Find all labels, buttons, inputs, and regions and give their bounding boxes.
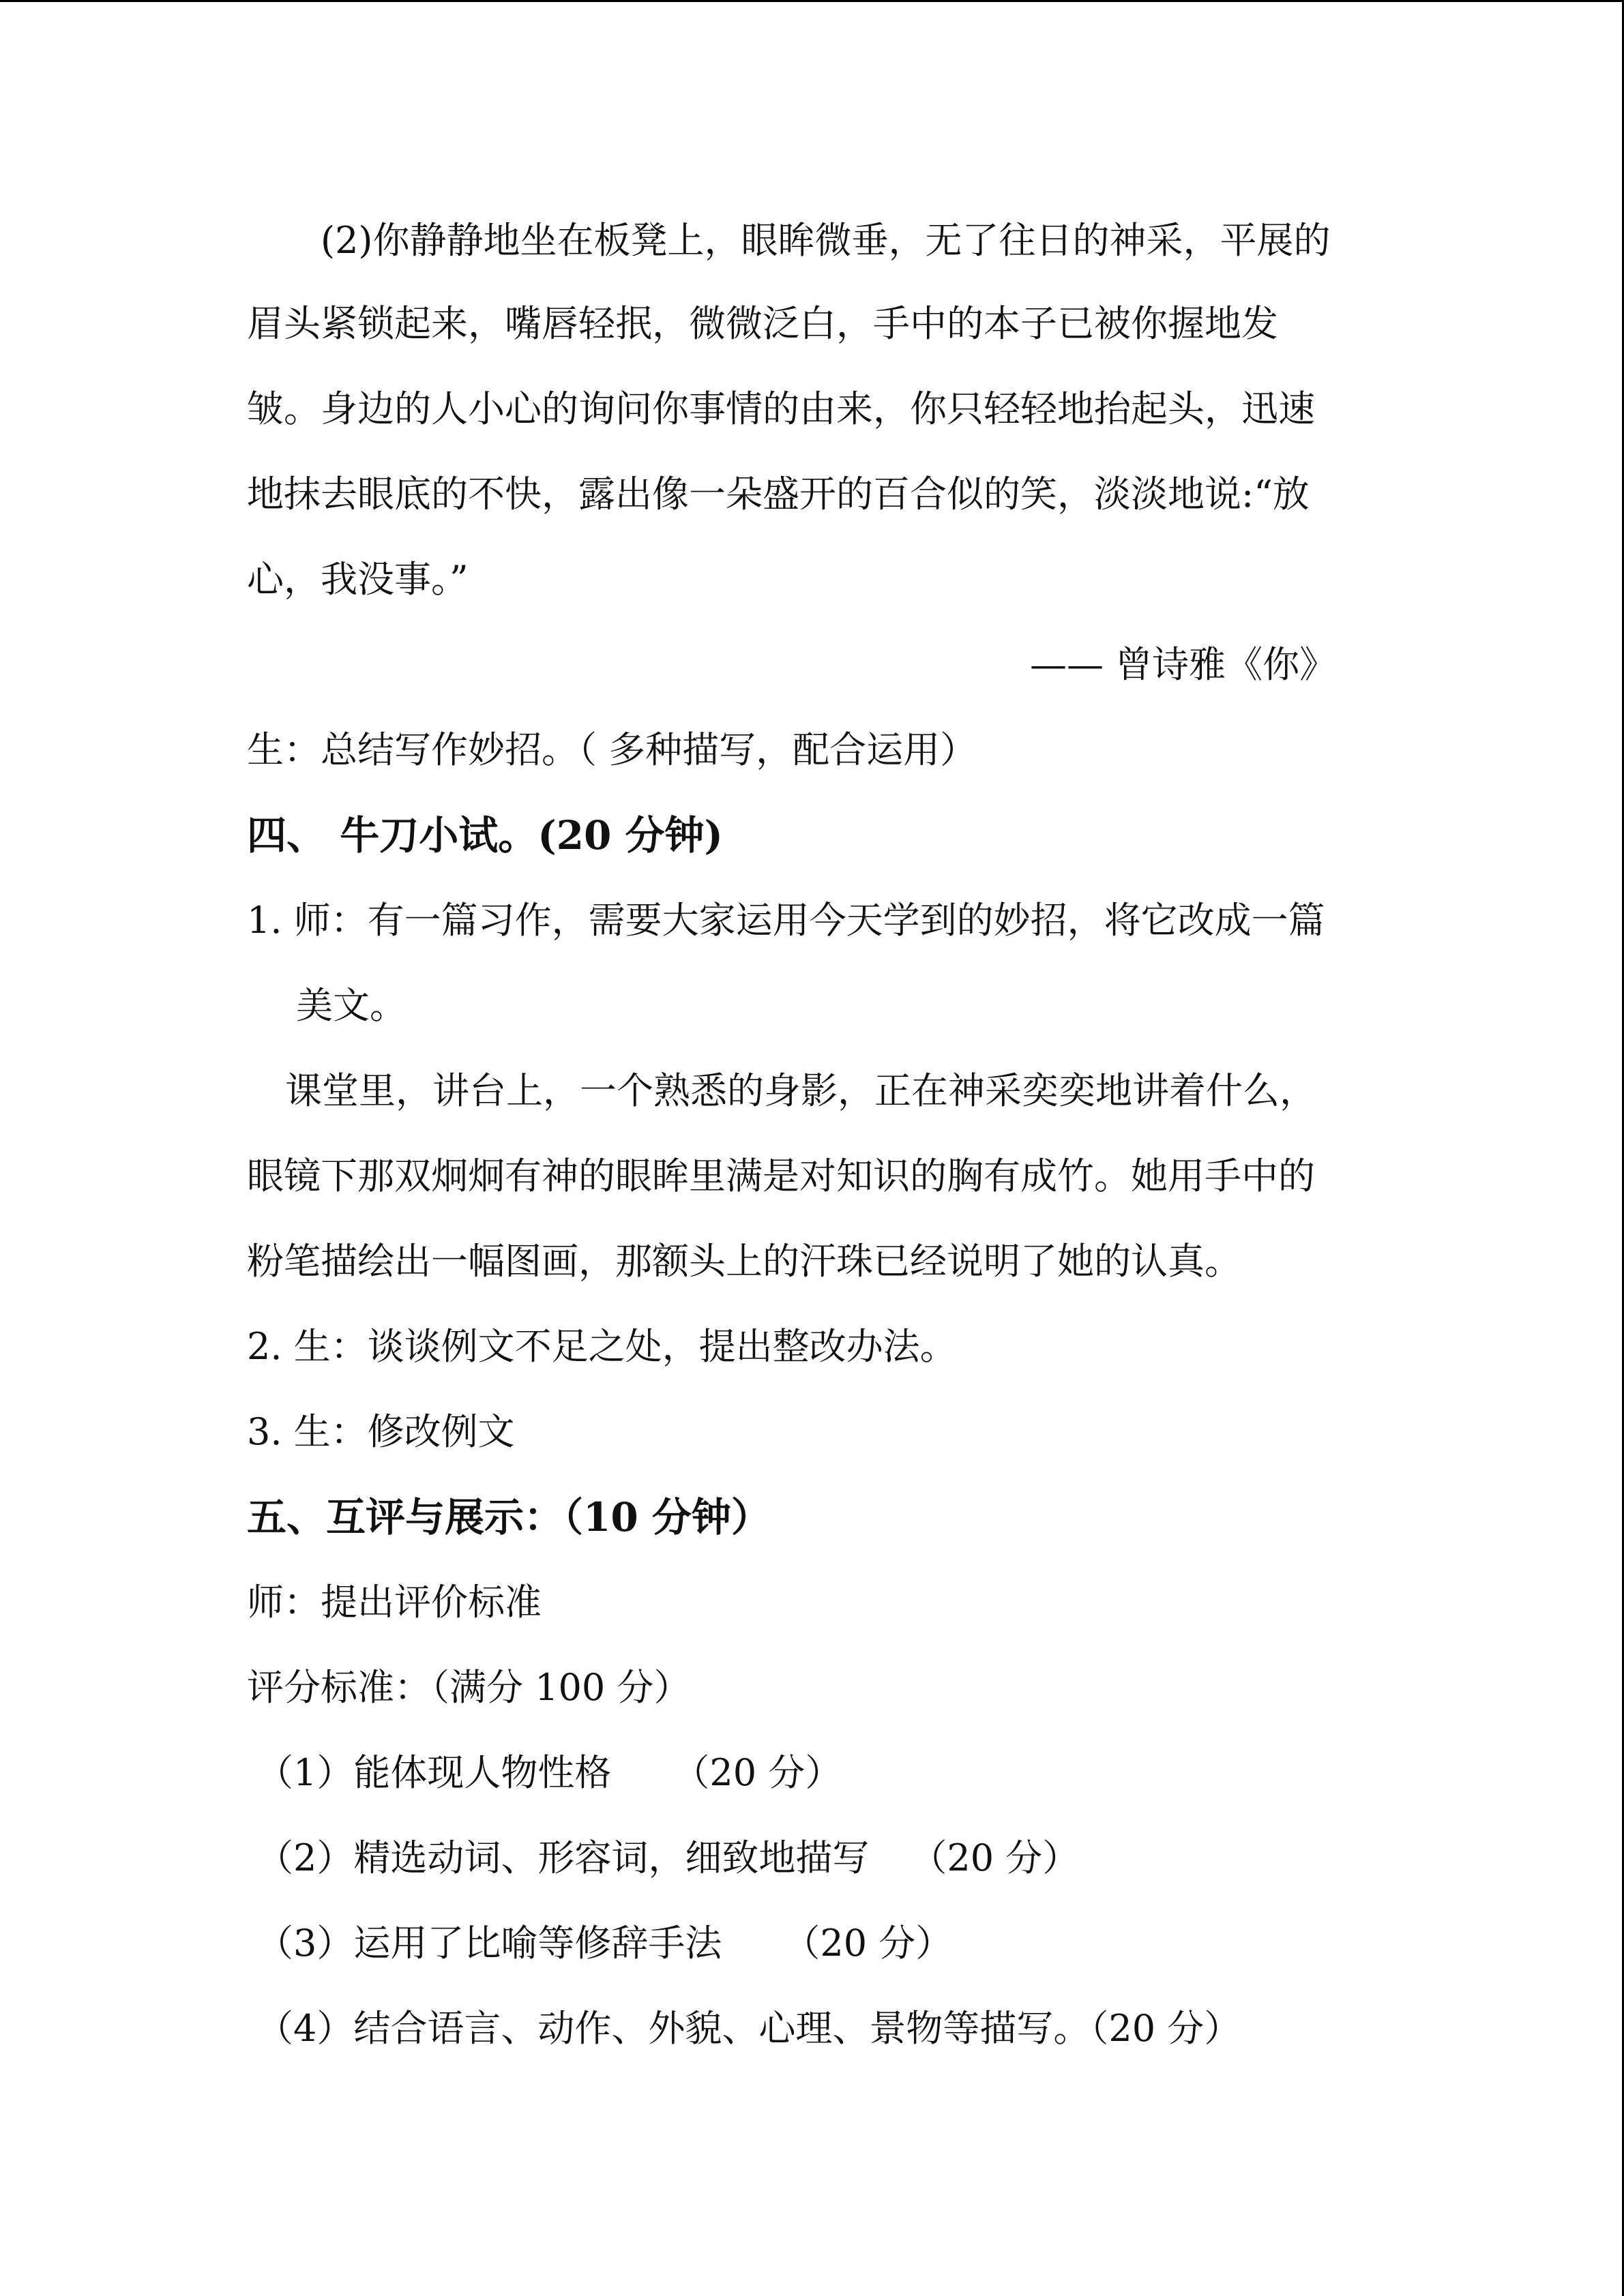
criteria-title: 评分标准：（满分 100 分）: [247, 1666, 691, 1709]
section-4-heading: 四、 牛刀小试。(20 分钟): [247, 812, 723, 859]
teacher-line: 师：提出评价标准: [247, 1581, 542, 1624]
criteria-score: （20 分）: [673, 1751, 842, 1794]
criteria-score: （20 分）: [910, 1836, 1080, 1879]
criteria-item: [256, 1749, 842, 1797]
sample-text-line: 课堂里，讲台上，一个熟悉的身影，正在神采奕奕地讲着什么，: [285, 1069, 1316, 1112]
section-4-item-3: 3. 生：修改例文: [247, 1410, 515, 1453]
example-paragraph-line: 皱。身边的人小心的询问你事情的由来，你只轻轻地抬起头，迅速: [247, 387, 1315, 430]
sample-text-line: 眼镜下那双炯炯有神的眼眸里满是对知识的胸有成竹。她用手中的: [247, 1154, 1315, 1197]
criteria-item: [256, 1920, 952, 1967]
section-4-item-2: 2. 生：谈谈例文不足之处，提出整改办法。: [247, 1325, 957, 1368]
sample-text-line: 粉笔描绘出一幅图画，那额头上的汗珠已经说明了她的认真。: [247, 1240, 1241, 1283]
criteria-text: （1）能体现人物性格: [256, 1751, 612, 1794]
example-paragraph-line: (2)你静静地坐在板凳上，眼眸微垂，无了往日的神采，平展的: [321, 219, 1331, 262]
criteria-item: [256, 2005, 1241, 2053]
example-attribution: —— 曾诗雅《你》: [1030, 643, 1337, 686]
section-4-item-1-cont: 美文。: [296, 984, 407, 1027]
section-4-item-1: 1. 师：有一篇习作，需要大家运用今天学到的妙招，将它改成一篇: [247, 899, 1325, 942]
section-5-heading: 五、互评与展示：（10 分钟）: [247, 1494, 771, 1540]
example-paragraph-line: 眉头紧锁起来，嘴唇轻抿，微微泛白，手中的本子已被你握地发: [247, 302, 1278, 345]
criteria-score: （20 分）: [783, 1922, 953, 1965]
page-border-top: [0, 0, 1624, 2]
example-paragraph-line: 心，我没事。”: [247, 558, 469, 601]
criteria-text: （3）运用了比喻等修辞手法: [256, 1922, 722, 1965]
criteria-text: （2）精选动词、形容词，细致地描写: [256, 1836, 870, 1879]
criteria-text: （4）结合语言、动作、外貌、心理、景物等描写。: [256, 2007, 1091, 2050]
example-paragraph-line: 地抹去眼底的不快，露出像一朵盛开的百合似的笑，淡淡地说:“放: [247, 473, 1310, 516]
criteria-score: （20 分）: [1090, 2007, 1241, 2050]
criteria-item: [256, 1834, 1079, 1882]
summary-line: 生：总结写作妙招。（ 多种描写，配合运用）: [247, 728, 977, 771]
